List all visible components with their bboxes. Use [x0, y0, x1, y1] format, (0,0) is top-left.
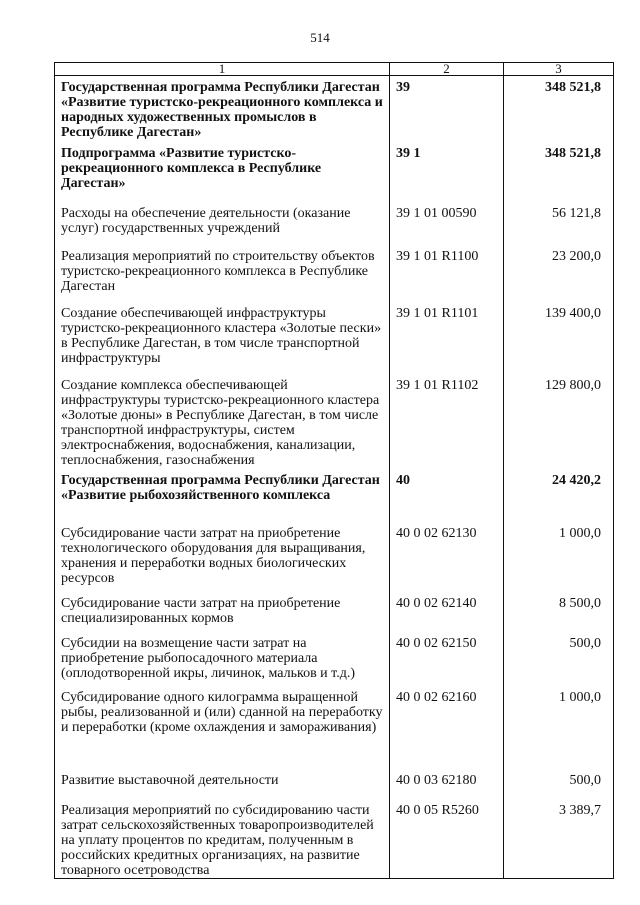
row-amount: 139 400,0	[504, 302, 614, 374]
row-code: 40 0 02 62140	[390, 592, 504, 632]
row-code: 39 1 01 R1101	[390, 302, 504, 374]
table-header	[55, 63, 614, 76]
table-row	[55, 686, 614, 769]
row-amount: 3 389,7	[504, 799, 614, 879]
table-row	[55, 374, 614, 469]
row-code: 39 1 01 00590	[390, 202, 504, 245]
row-code: 40 0 02 62130	[390, 522, 504, 592]
row-amount: 8 500,0	[504, 592, 614, 632]
row-amount: 348 521,8	[504, 76, 614, 143]
table-body	[55, 76, 614, 879]
row-code: 39 1 01 R1100	[390, 245, 504, 302]
table-row	[55, 799, 614, 879]
row-amount: 23 200,0	[504, 245, 614, 302]
budget-table	[54, 62, 614, 879]
row-amount: 500,0	[504, 632, 614, 686]
row-code: 40 0 05 R5260	[390, 799, 504, 879]
table-row	[55, 76, 614, 143]
row-amount: 348 521,8	[504, 142, 614, 202]
row-amount: 24 420,2	[504, 469, 614, 522]
row-code: 40 0 03 62180	[390, 769, 504, 799]
table-row	[55, 142, 614, 202]
row-code: 39 1 01 R1102	[390, 374, 504, 469]
row-amount: 1 000,0	[504, 686, 614, 769]
row-description: Создание комплекса обеспечивающей инфраструктуры туристско-рекреационного кластера «Золотые дюны» в Республике Дагестан, в том числе транспортной инфраструктуры, систем электроснабжения, водоснабжения, канализации, теплоснабжения, газоснабжения	[55, 374, 390, 469]
table-row	[55, 469, 614, 522]
row-description: Создание обеспечивающей инфраструктуры туристско-рекреационного кластера «Золотые пески» в Республике Дагестан, в том числе транспортной инфраструктуры	[55, 302, 390, 374]
row-description: Государственная программа Республики Дагестан «Развитие туристско-рекреационного комплекса и народных художественных промыслов в Республике Дагестан»	[55, 76, 390, 143]
row-code: 40 0 02 62150	[390, 632, 504, 686]
table-row	[55, 302, 614, 374]
row-description: Субсидирование одного килограмма выращенной рыбы, реализованной и (или) сданной на переработку и переработки (кроме охлаждения и замораживания)	[55, 686, 390, 769]
table-row	[55, 522, 614, 592]
row-code: 39	[390, 76, 504, 143]
row-description: Расходы на обеспечение деятельности (оказание услуг) государственных учреждений	[55, 202, 390, 245]
row-description: Государственная программа Республики Дагестан «Развитие рыбохозяйственного комплекса	[55, 469, 390, 522]
column-header-2: 2	[390, 63, 504, 76]
row-amount: 56 121,8	[504, 202, 614, 245]
row-description: Развитие выставочной деятельности	[55, 769, 390, 799]
row-description: Подпрограмма «Развитие туристско-рекреационного комплекса в Республике Дагестан»	[55, 142, 390, 202]
row-description: Реализация мероприятий по субсидированию части затрат сельскохозяйственных товаропроизводителей на уплату процентов по кредитам, полученным в российских кредитных организациях, на развитие товарного осетроводства	[55, 799, 390, 879]
row-amount: 129 800,0	[504, 374, 614, 469]
table-row	[55, 245, 614, 302]
table-row	[55, 592, 614, 632]
row-description: Субсидии на возмещение части затрат на приобретение рыбопосадочного материала (оплодотворенной икры, личинок, мальков и т.д.)	[55, 632, 390, 686]
column-header-1: 1	[55, 63, 390, 76]
row-description: Реализация мероприятий по строительству объектов туристско-рекреационного комплекса в Республике Дагестан	[55, 245, 390, 302]
row-amount: 500,0	[504, 769, 614, 799]
row-code: 40 0 02 62160	[390, 686, 504, 769]
table-row	[55, 632, 614, 686]
row-code: 39 1	[390, 142, 504, 202]
row-amount: 1 000,0	[504, 522, 614, 592]
row-description: Субсидирование части затрат на приобретение технологического оборудования для выращивания, хранения и переработки водных биологических ресурсов	[55, 522, 390, 592]
table-row	[55, 202, 614, 245]
column-header-3: 3	[504, 63, 614, 76]
row-code: 40	[390, 469, 504, 522]
page-number: 514	[310, 30, 330, 45]
table-row	[55, 769, 614, 799]
row-description: Субсидирование части затрат на приобретение специализированных кормов	[55, 592, 390, 632]
